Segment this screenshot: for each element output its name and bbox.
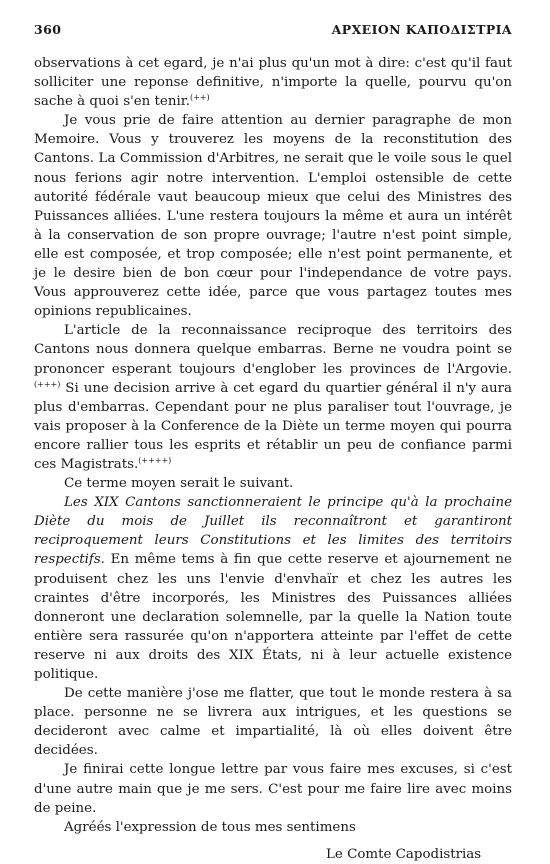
text-run: observations à cet egard, je n'ai plus qu'un mot à dire: c'est qu'il faut solliciter une reponse definitive, n'importe la quelle, pourvu qu'on sache à quoi s'en tenir. [34,56,512,110]
paragraph [34,818,512,837]
paragraph [34,493,512,684]
text-run: Agréés l'expression de tous mes sentimens [64,819,356,835]
footnote-marker: (++++) [138,455,172,465]
page-header [34,22,512,44]
letter-body [34,54,512,837]
paragraph [34,684,512,760]
running-title: ΑΡΧΕΙΟΝ ΚΑΠΟΔΙΣΤΡΙΑ [331,22,512,37]
footnote-marker: (+++) [34,379,61,389]
paragraph [34,321,512,474]
text-run: Je vous prie de faire attention au dernier paragraphe de mon Memoire. Vous y trouverez les moyens de la reconstitution des Cantons. La Commission d'Arbitres, ne serait que le voile sous le quel nous ferions agir notre intervention. L'emploi ostensible de cette autorité fédérale vaut beaucoup mieux que celui des Ministres des Puissances alliées. L'une restera toujours la même et aura un intérêt à la conservation de son propre ouvrage; l'autre n'est point simple, elle est composée, et trop composée; elle n'est point permanente, et je le desire bien de bon cœur pour l'independance de votre pays. Vous approuverez cette idée, parce que vous partagez toutes mes opinions republicaines. [34,113,512,320]
paragraph [34,111,512,321]
italic-text: Les XIX Cantons sanctionneraient le principe qu'à la prochaine Diète du mois de Juillet ils reconnaîtront et garantiront reciproquement leurs Constitutions et les limites des territoirs respectifs. [34,495,512,568]
text-run: L'article de la reconnaissance reciproque des territoirs des Cantons nous donnera quelque embarras. Berne ne voudra point se prononcer esperant toujours d'englober les provinces de l'Argovie. [34,323,512,377]
paragraph [34,760,512,817]
text-run: Si une decision arrive à cet egard du quartier général il n'y aura plus d'embarras. Cependant pour ne plus paraliser tout l'ouvrage, je vais proposer à la Conference de la Diète un terme moyen qui pourra encore rallier tous les esprits et rétablir un peu de confiance parmi ces Magistrats. [34,380,512,472]
signature: Le Comte Capodistrias [326,846,482,862]
text-run: De cette manière j'ose me flatter, que tout le monde restera à sa place. personne ne se livrera aux intrigues, et les questions se decideront avec calme et impartialité, là où elles doivent être decidées. [34,686,512,759]
text-run: En même tems à fin que cette reserve et ajournement ne produisent chez les uns l'envie d'envhaïr et chez les autres les craintes d'être incorporés, les Ministres des Puissances alliées donneront une declaration solemnelle, par la quelle la Nation toute entière sera rassurée qu'on n'apportera atteinte par l'effet de cette reserve ni aux droits des XIX États, ni à leur actuelle existence politique. [34,552,512,682]
footnote-marker: (++) [189,93,210,103]
paragraph [34,54,512,111]
paragraph [34,474,512,493]
page-number: 360 [34,22,62,37]
text-run: Ce terme moyen serait le suivant. [64,476,294,492]
text-run: Je finirai cette longue lettre par vous faire mes excuses, si c'est d'une autre main que je me sers. C'est pour me faire lire avec moins de peine. [34,762,512,816]
